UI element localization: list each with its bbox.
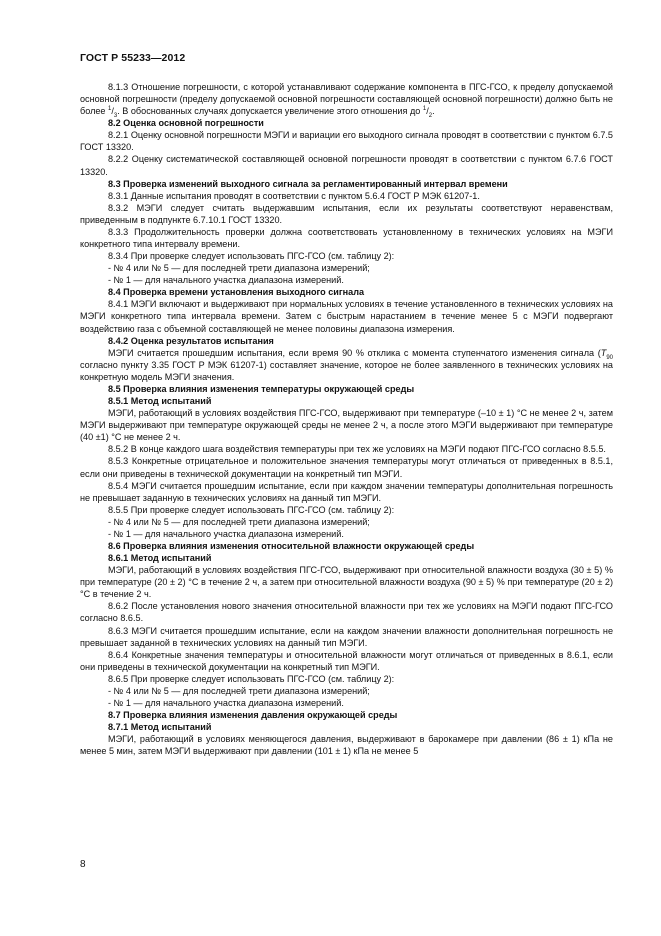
paragraph: 8.2.2 Оценку систематической составляющей основной погрешности проводят в соответствии с пунктом 6.7.6 ГОСТ 13320. xyxy=(80,154,613,177)
paragraph: 8.6.4 Конкретные значения температуры и относительной влажности могут отличаться от приведенных в 8.6.1, если они приведены в технической документации на конкретный тип МЭГИ. xyxy=(80,649,613,672)
paragraph: 8.6.3 МЭГИ считается прошедшим испытание, если на каждом значении влажности дополнительная погрешность не превышает заданной в технических условиях на данный тип МЭГИ. xyxy=(80,625,613,648)
section-heading: 8.7.1 Метод испытаний xyxy=(108,722,212,733)
paragraph: 8.5.4 МЭГИ считается прошедшим испытание, если при каждом значении температуры дополнительная погрешность не превышает заданную в технических условиях на данный тип МЭГИ. xyxy=(80,480,613,503)
list-item: - № 1 — для начального участка диапазона измерений. xyxy=(108,697,344,708)
paragraph: 8.6.5 При проверке следует использовать ПГС-ГСО (см. таблицу 2): xyxy=(108,673,395,684)
section-heading: 8.2 Оценка основной погрешности xyxy=(108,118,264,129)
list-item: - № 4 или № 5 — для последней трети диапазона измерений; xyxy=(108,685,370,696)
paragraph: 8.3.1 Данные испытания проводят в соответствии с пунктом 5.6.4 ГОСТ Р МЭК 61207-1. xyxy=(108,190,480,201)
paragraph: 8.2.1 Оценку основной погрешности МЭГИ и вариации его выходного сигнала проводят в соответствии с пунктом 6.7.5 ГОСТ 13320. xyxy=(80,130,613,153)
list-item: - № 4 или № 5 — для последней трети диапазона измерений; xyxy=(108,263,370,274)
paragraph: 8.5.3 Конкретные отрицательное и положительное значения температуры могут отличаться от приведенных в 8.5.1, если они приведены в технической документации на конкретный тип МЭГИ. xyxy=(80,456,613,479)
section-heading: 8.7 Проверка влияния изменения давления окружающей среды xyxy=(108,710,398,721)
paragraph: 8.5.5 При проверке следует использовать ПГС-ГСО (см. таблицу 2): xyxy=(108,504,395,515)
section-heading: 8.4 Проверка времени установления выходного сигнала xyxy=(108,287,365,298)
paragraph: МЭГИ, работающий в условиях воздействия ПГС-ГСО, выдерживают при относительной влажности воздуха (30 ± 5) % при температуре (20 ± 2) °С в течение 2 ч, а затем при относительной влажности воздуха (90 ± 5) % при температуре (20 ± 2) °С в течение 2 ч. xyxy=(80,565,613,600)
paragraph: 8.3.3 Продолжительность проверки должна соответствовать установленному в технических условиях на МЭГИ конкретного типа интервалу времени. xyxy=(80,226,613,250)
paragraph-t90: МЭГИ считается прошедшим испытания, если время 90 % отклика с момента ступенчатого изменения сигнала ($T_{90}$ согласно пункту 3.35 ГОСТ Р МЭК 61207-1) составляет значение, которое не более заявленного в технических условиях на конкретную модель МЭГИ значения. xyxy=(80,347,613,382)
paragraph: 8.3.4 При проверке следует использовать ПГС-ГСО (см. таблицу 2): xyxy=(108,251,395,262)
section-heading: 8.5 Проверка влияния изменения температуры окружающей среды xyxy=(108,383,415,394)
page-number: 8 xyxy=(80,859,86,870)
section-heading: 8.6 Проверка влияния изменения относительной влажности окружающей среды xyxy=(108,540,475,551)
section-heading: 8.3 Проверка изменений выходного сигнала за регламентированный интервал времени xyxy=(108,178,508,189)
standard-header: ГОСТ Р 55233—2012 xyxy=(80,52,186,64)
section-heading: 8.5.1 Метод испытаний xyxy=(108,396,212,407)
list-item: - № 1 — для начального участка диапазона измерений. xyxy=(108,528,344,539)
paragraph: МЭГИ, работающий в условиях воздействия ПГС-ГСО, выдерживают при температуре (–10 ± 1) °С не менее 2 ч, затем МЭГИ выдерживают при температуре окружающей среды не менее 2 ч, а после этого МЭГИ выдерживают при температуре (40 ±1) °С не менее 2 ч. xyxy=(80,408,613,443)
paragraph: 8.4.1 МЭГИ включают и выдерживают при нормальных условиях в течение установленного в технических условиях на МЭГИ конкретного типа интервала времени. Затем с быстрым нарастанием в течение менее 5 с МЭГИ подвергают воздействию газа с объемной составляющей не менее половины диапазона измерения. xyxy=(80,299,613,334)
paragraph-8-1-3: 8.1.3 Отношение погрешности, с которой устанавливают содержание компонента в ПГС-ГСО, к пределу допускаемой основной погрешности (пределу допускаемой основной погрешности составляющей основной погрешности) должно быть не более $^1/_3$. В обоснованных случаях допускается увеличение этого отношения до $^1/_2$. xyxy=(80,82,613,119)
paragraph: 8.6.2 После установления нового значения относительной влажности при тех же условиях на МЭГИ подают ПГС-ГСО согласно 8.6.5. xyxy=(80,601,613,624)
paragraph: МЭГИ, работающий в условиях меняющегося давления, выдерживают в барокамере при давлении (86 ± 1) кПа не менее 5 мин, затем МЭГИ выдерживают при давлении (101 ± 1) кПа не менее 5 xyxy=(80,734,613,757)
section-heading: 8.4.2 Оценка результатов испытания xyxy=(108,335,274,346)
list-item: - № 4 или № 5 — для последней трети диапазона измерений; xyxy=(108,516,370,527)
paragraph: 8.5.2 В конце каждого шага воздействия температуры при тех же условиях на МЭГИ подают ПГС-ГСО согласно 8.5.5. xyxy=(108,444,606,455)
section-heading: 8.6.1 Метод испытаний xyxy=(108,553,212,564)
paragraph: 8.3.2 МЭГИ следует считать выдержавшим испытания, если их результаты соответствуют неравенствам, приведенным в подпункте 6.7.10.1 ГОСТ 13320. xyxy=(80,202,613,225)
list-item: - № 1 — для начального участка диапазона измерений. xyxy=(108,275,344,286)
page-content xyxy=(80,81,613,757)
